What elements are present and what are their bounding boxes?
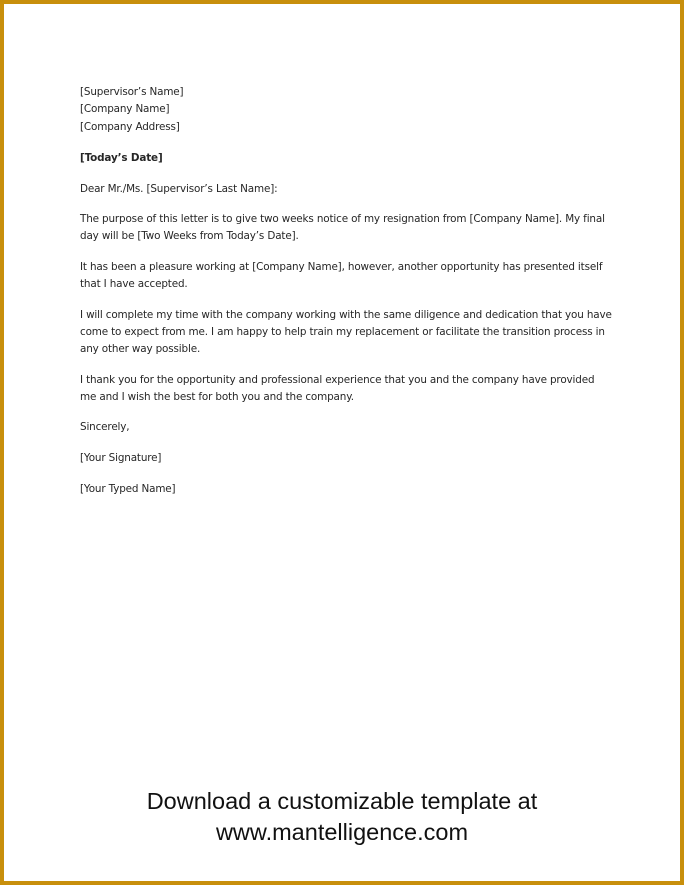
letter-date: [Today’s Date] [80, 152, 163, 164]
typed-name-placeholder: [Your Typed Name] [80, 483, 176, 495]
footer-website-link[interactable]: www.mantelligence.com [215, 819, 469, 845]
closing: Sincerely, [80, 421, 130, 433]
recipient-supervisor-name: [Supervisor’s Name] [80, 86, 184, 98]
paragraph-3-line-1: I will complete my time with the company working with the same diligence and dedication that you have [80, 309, 612, 321]
signature-placeholder: [Your Signature] [80, 452, 162, 464]
paragraph-3-line-2: come to expect from me. I am happy to help train my replacement or facilitate the transition process in [80, 326, 605, 338]
footer-download-text: Download a customizable template at [146, 788, 538, 814]
paragraph-2-line-1: It has been a pleasure working at [Company Name], however, another opportunity has presented itself [80, 261, 603, 273]
salutation: Dear Mr./Ms. [Supervisor’s Last Name]: [80, 183, 278, 195]
paragraph-3-line-3: any other way possible. [80, 343, 201, 355]
paragraph-4-line-2: me and I wish the best for both you and the company. [80, 391, 354, 403]
paragraph-2-line-2: that I have accepted. [80, 278, 188, 290]
paragraph-1-line-1: The purpose of this letter is to give two weeks notice of my resignation from [Company Name]. My final [80, 213, 605, 225]
paragraph-1-line-2: day will be [Two Weeks from Today’s Date]. [80, 230, 299, 242]
recipient-company-name: [Company Name] [80, 103, 170, 115]
paragraph-4-line-1: I thank you for the opportunity and professional experience that you and the company have provided [80, 374, 595, 386]
recipient-company-address: [Company Address] [80, 121, 180, 133]
